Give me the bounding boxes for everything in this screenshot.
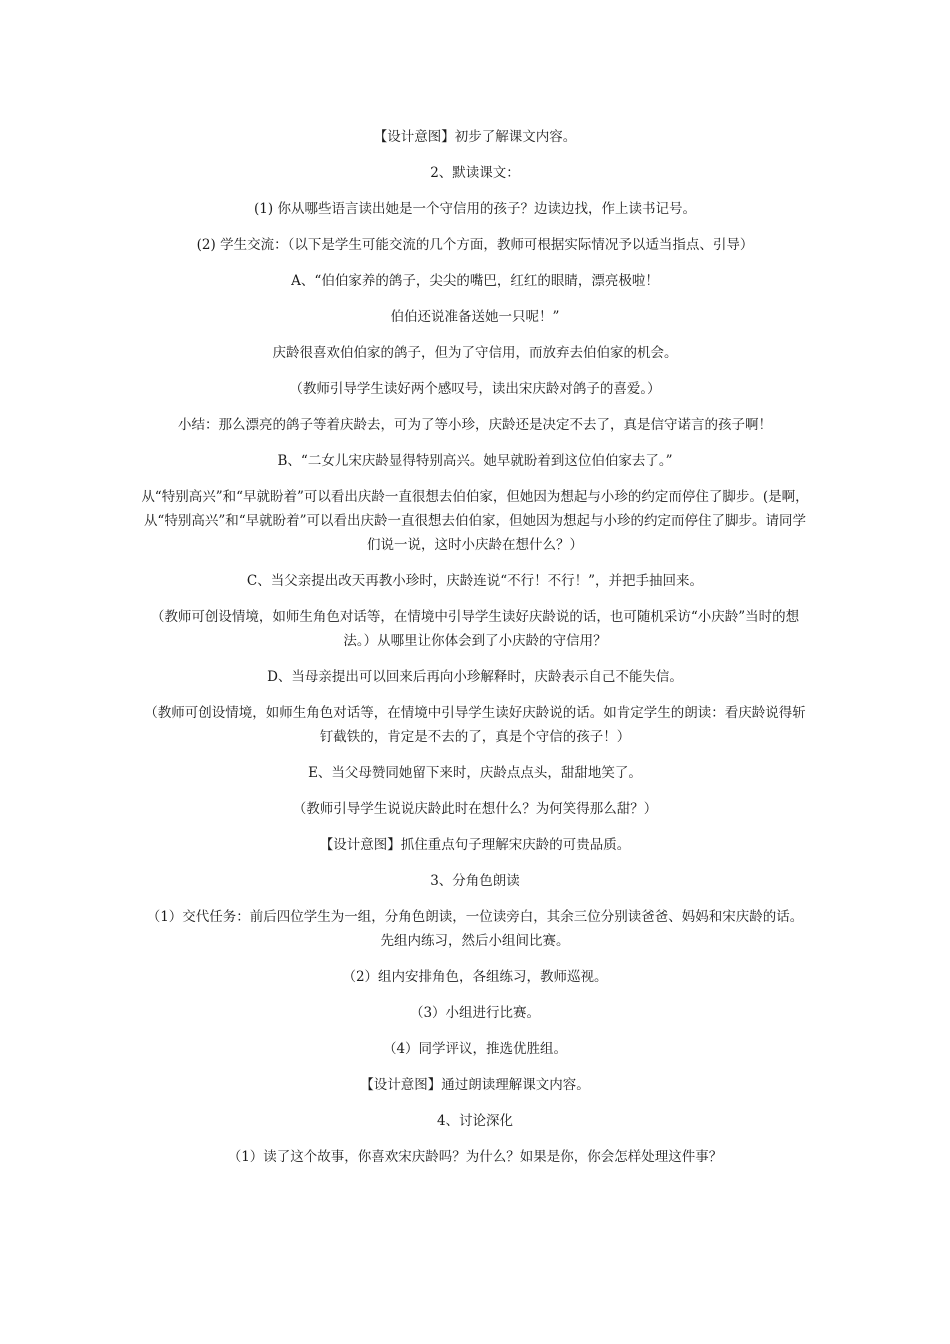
point-a-explanation: 庆龄很喜欢伯伯家的鸽子，但为了守信用，而放弃去伯伯家的机会。: [272, 345, 678, 361]
role-reading-step-2: （2）组内安排角色，各组练习，教师巡视。: [342, 969, 608, 985]
discussion-question-1: （1）读了这个故事，你喜欢宋庆龄吗？为什么？如果是你，你会怎样处理这件事？: [227, 1149, 723, 1165]
role-reading-step-3: （3）小组进行比赛。: [409, 1005, 541, 1021]
point-b: B、“二女儿宋庆龄显得特别高兴。她早就盼着到这位伯伯家去了。”: [277, 453, 673, 469]
point-e: E、当父母赞同她留下来时，庆龄点点头，甜甜地笑了。: [308, 765, 642, 781]
teacher-note-c: （教师可创设情境，如师生角色对话等，在情境中引导学生读好庆龄说的话，也可随机采访“小庆龄”当时的想法。）从哪里让你体会到了小庆龄的守信用？: [150, 609, 800, 649]
teacher-note-a: （教师引导学生读好两个感叹号，读出宋庆龄对鸽子的喜爱。）: [289, 381, 661, 397]
section-heading-3: 3、分角色朗读: [430, 873, 520, 889]
design-intent-2: 【设计意图】抓住重点句子理解宋庆龄的可贵品质。: [319, 837, 631, 853]
teacher-note-d: （教师可创设情境，如师生角色对话等，在情境中引导学生读好庆龄说的话。如肯定学生的朗读：看庆龄说得斩钉截铁的，肯定是不去的了，真是个守信的孩子！）: [144, 705, 806, 745]
role-reading-step-4: （4）同学评议，推选优胜组。: [382, 1041, 568, 1057]
student-exchange: (2) 学生交流：（以下是学生可能交流的几个方面，教师可根据实际情况予以适当指点、引导）: [196, 237, 754, 253]
point-c: C、当父亲提出改天再教小珍时，庆龄连说“不行！不行！”，并把手抽回来。: [246, 573, 704, 589]
point-b-explanation: 从“特别高兴”和“早就盼着”可以看出庆龄一直很想去伯伯家，但她因为想起与小珍的约定而停住了脚步。(是啊，从“特别高兴”和“早就盼着”可以看出庆龄一直很想去伯伯家，但她因为想起与小珍的约定而停住了脚步。请同学们说一说，这时小庆龄在想什么？）: [141, 489, 809, 553]
role-reading-task: （1）交代任务：前后四位学生为一组，分角色朗读，一位读旁白，其余三位分别读爸爸、妈妈和宋庆龄的话。先组内练习，然后小组间比赛。: [146, 909, 804, 949]
question-1: (1) 你从哪些语言读出她是一个守信用的孩子？边读边找，作上读书记号。: [254, 201, 696, 217]
point-a: A、“伯伯家养的鸽子，尖尖的嘴巴，红红的眼睛，漂亮极啦！: [291, 273, 659, 289]
section-heading-4: 4、讨论深化: [436, 1113, 514, 1129]
design-intent-1: 【设计意图】初步了解课文内容。: [373, 129, 577, 145]
document-page: [140, 125, 810, 1181]
design-intent-3: 【设计意图】通过朗读理解课文内容。: [360, 1077, 590, 1093]
teacher-note-e: （教师引导学生说说庆龄此时在想什么？为何笑得那么甜？）: [292, 801, 658, 817]
point-d: D、当母亲提出可以回来后再向小珍解释时，庆龄表示自己不能失信。: [267, 669, 683, 685]
section-heading-2: 2、默读课文：: [430, 165, 520, 181]
summary: 小结：那么漂亮的鸽子等着庆龄去，可为了等小珍，庆龄还是决定不去了，真是信守诺言的孩子啊！: [178, 417, 772, 433]
point-a-continued: 伯伯还说准备送她一只呢！”: [390, 309, 560, 325]
